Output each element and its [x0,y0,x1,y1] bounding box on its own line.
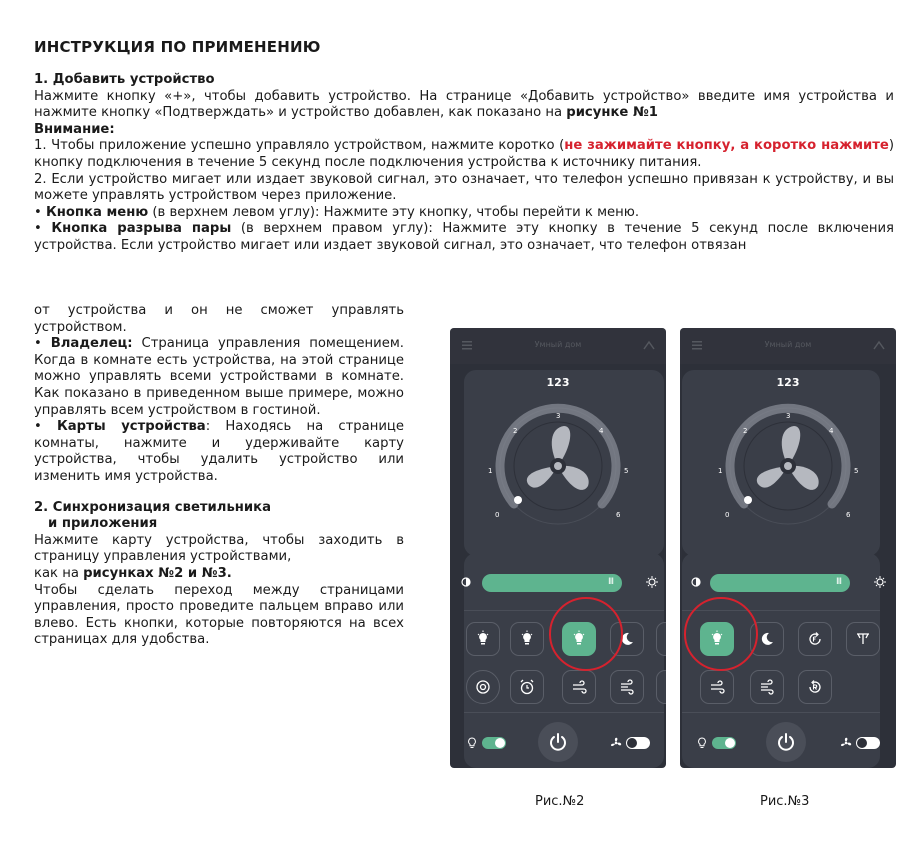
section-2-heading-2: и приложения [48,516,158,532]
left-column [34,303,404,649]
menu-button-label: Кнопка меню [45,204,149,220]
warm-light-button[interactable] [466,622,500,656]
wind-icon [570,678,588,696]
power-button[interactable] [538,722,578,762]
menu-button-text: (в верхнем левом углу): Нажмите эту кнопку, чтобы перейти к меню. [148,204,640,220]
rotate-r-icon [806,678,824,696]
swing-icon [474,678,492,696]
section-2-figref-pre: как на [34,565,84,581]
unpair-icon[interactable] [642,340,656,350]
section-2-swipe-text: Чтобы сделать переход между страницами управления, просто проведите пальцем вправо или влево. Есть кнопки, которые повторяются на всех страницах для удобства. [34,582,404,648]
device-name: 123 [776,376,800,389]
highlight-circle-fig3 [684,597,758,671]
section-1-body: Нажмите кнопку «+», чтобы добавить устройство. На странице «Добавить устройство» введите имя устройства и нажмите кнопку «Подтверждать» и устройство добавлен, как показано на [34,88,894,121]
phone-screenshot-fig2 [450,328,666,768]
fan-toggle-icon [610,737,622,749]
attention-heading: Внимание: [34,121,115,137]
dial-tick-1: 1 [718,467,723,475]
timer-button[interactable] [510,670,544,704]
brightness-high-icon [874,576,886,588]
unpair-icon[interactable] [872,340,886,350]
dial-tick-6: 6 [616,511,621,519]
speed-dial[interactable] [708,386,868,546]
phone-screenshot-fig3 [680,328,896,768]
fan-toggle[interactable] [856,737,880,749]
brightness-low-icon [460,576,472,588]
dial-tick-2: 2 [513,427,518,435]
attention-item-1 [34,138,894,171]
fan-toggle[interactable] [626,737,650,749]
section-1-heading: 1. Добавить устройство [34,72,215,87]
owner-label: Владелец: [50,336,133,352]
bulb-c-icon [518,630,536,648]
section-2-figure-ref: рисунках №2 и №3. [83,565,232,581]
power-icon [775,731,797,753]
breeze-icon [618,678,636,696]
highlight-circle-fig2 [549,597,623,671]
alarm-clock-icon [518,678,536,696]
dial-tick-5: 5 [624,467,629,475]
bulb-w-icon [474,630,492,648]
cards-text: : Находясь на странице комнаты, нажмите и удерживайте карту устройства, чтобы удалить устройство или изменить имя устройства. [34,419,404,484]
slider-handle[interactable]: III [836,577,841,587]
wind-mode-button-2[interactable] [610,670,644,704]
section-2-text: Нажмите карту устройства, чтобы заходить в страницу управления устройствами, [34,532,404,565]
dial-tick-3: 3 [556,412,561,420]
brightness-slider[interactable] [482,574,622,592]
breeze-icon [758,678,776,696]
unpair-button-desc: • Кнопка разрыва пары (в верхнем правом углу): Нажмите эту кнопку в течение 5 секунд после включения устройства. Если устройство мигает или издает звуковой сигнал, это означает, что телефон отвязан [34,221,894,253]
wind-mode-button-1[interactable] [700,670,734,704]
page-title: ИНСТРУКЦИЯ ПО ПРИМЕНЕНИЮ [34,38,321,56]
attention-1-post: ) кнопку подключения в течение 5 секунд после подключения устройства к источнику питания. [34,138,894,170]
dial-tick-3: 3 [786,412,791,420]
section-1-text [34,89,894,122]
dial-tick-6: 6 [846,511,851,519]
speed-dial[interactable] [478,386,638,546]
cards-desc: • Карты устройства: Находясь на странице комнаты, нажмите и удерживайте карту устройства, чтобы удалить устройство или изменить имя устройства. [34,419,404,484]
cold-light-button[interactable] [510,622,544,656]
light-toggle-icon [696,737,708,749]
dial-tick-0: 0 [495,511,500,519]
brightness-low-icon [690,576,702,588]
swing-button[interactable] [466,670,500,704]
ceiling-fan-icon [854,630,872,648]
app-title: Умный дом [764,340,812,349]
dial-tick-5: 5 [854,467,859,475]
brightness-high-icon [646,576,658,588]
dial-tick-0: 0 [725,511,730,519]
menu-button-desc: • Кнопка меню (в верхнем левом углу): Нажмите эту кнопку, чтобы перейти к меню. [34,204,640,220]
owner-desc: • Владелец: Страница управления помещением. Когда в комнате есть устройства, на этой странице можно управлять всеми устройствами в комнате. Как показано в приведенном выше примере, можно управлять всем устройством в гостиной. [34,336,404,418]
slider-handle[interactable]: III [608,577,613,587]
power-icon [547,731,569,753]
caption-fig3: Рис.№3 [760,794,810,809]
attention-1-pre: 1. Чтобы приложение успешно управляло устройством, нажмите коротко ( [34,138,565,154]
attention-item-2: 2. Если устройство мигает или издает звуковой сигнал, это означает, что телефон успешно привязан к устройству, и вы можете управлять устройством через приложение. [34,171,894,204]
rotate-f-icon [806,630,824,648]
more-button-partial[interactable] [656,622,666,656]
dial-tick-1: 1 [488,467,493,475]
dial-tick-4: 4 [599,427,604,435]
wind-mode-button-2[interactable] [750,670,784,704]
unpair-continuation: от устройства и он не сможет управлять устройством. [34,303,404,335]
brightness-slider[interactable] [710,574,850,592]
light-toggle-icon [466,737,478,749]
moon-icon [758,630,776,648]
section-2-heading-1: 2. Синхронизация светильника [34,499,271,515]
wind-icon [708,678,726,696]
more-button-partial-2[interactable] [656,670,666,704]
section-1-figure-ref: рисунке №1 [566,105,658,121]
reverse-rotation-button[interactable] [798,670,832,704]
caption-fig2: Рис.№2 [535,794,585,809]
unpair-button-label: Кнопка разрыва пары [51,221,232,237]
section-2-figref [34,566,404,583]
light-fan-mode-button[interactable] [846,622,880,656]
cards-label: Карты устройства [56,419,206,435]
dial-tick-2: 2 [743,427,748,435]
device-name: 123 [546,376,570,389]
forward-rotation-button[interactable] [798,622,832,656]
fan-toggle-icon [840,737,852,749]
dial-tick-4: 4 [829,427,834,435]
light-toggle[interactable] [482,737,506,749]
app-title: Умный дом [534,340,582,349]
owner-text: Страница управления помещением. Когда в комнате есть устройства, на этой странице можно управлять всеми устройствами в комнате. Как показано в приведенном выше примере, можно управлять всем устройством в гостиной. [34,336,404,418]
wind-mode-button-1[interactable] [562,670,596,704]
attention-1-warning: не зажимайте кнопку, а коротко нажмите [564,138,889,154]
intro-block [34,72,894,255]
power-button[interactable] [766,722,806,762]
light-toggle[interactable] [712,737,736,749]
unpair-button-text: (в верхнем правом углу): Нажмите эту кнопку в течение 5 секунд после включения устройства. Если устройство мигает или издает звуковой сигнал, это означает, что телефон отвязан [34,221,894,253]
